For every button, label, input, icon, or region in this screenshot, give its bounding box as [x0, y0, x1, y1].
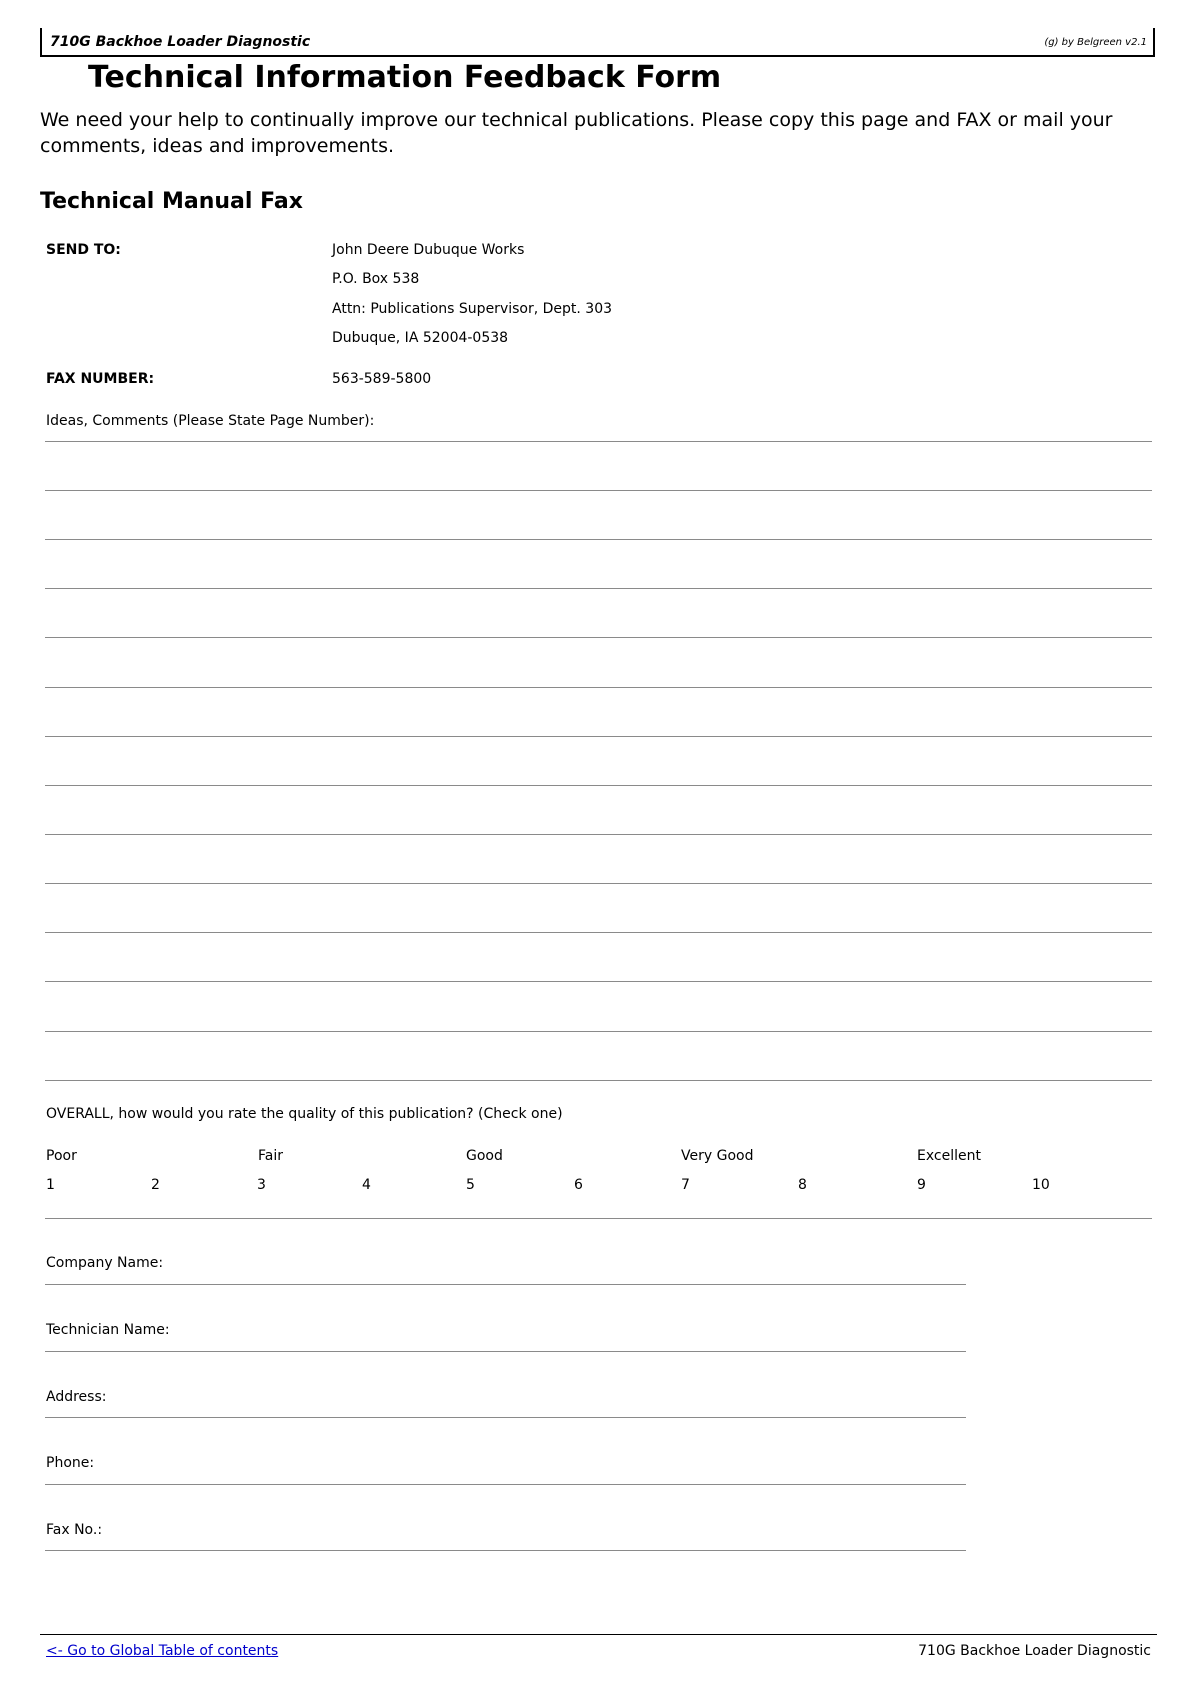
comment-line[interactable]	[45, 1031, 1152, 1032]
rating-label-poor: Poor	[46, 1148, 77, 1164]
technician-name-label: Technician Name:	[46, 1322, 170, 1338]
company-name-field[interactable]	[45, 1284, 966, 1285]
fax-no-label: Fax No.:	[46, 1522, 103, 1538]
rating-option-2[interactable]: 2	[151, 1177, 160, 1193]
comment-line[interactable]	[45, 1080, 1152, 1081]
company-name-label: Company Name:	[46, 1255, 164, 1271]
intro-text: We need your help to continually improve our technical publications. Please copy this page and FAX or mail your comments, ideas and improvements.	[40, 109, 1113, 157]
rating-option-8[interactable]: 8	[798, 1177, 807, 1193]
fax-number-label: FAX NUMBER:	[46, 371, 155, 387]
comment-line[interactable]	[45, 687, 1152, 688]
send-to-line: Dubuque, IA 52004-0538	[332, 330, 509, 346]
comment-line[interactable]	[45, 637, 1152, 638]
fax-number-value: 563-589-5800	[332, 371, 432, 387]
rating-option-7[interactable]: 7	[681, 1177, 690, 1193]
rating-label-good: Good	[466, 1148, 503, 1164]
rating-option-1[interactable]: 1	[46, 1177, 55, 1193]
comment-line[interactable]	[45, 539, 1152, 540]
address-field[interactable]	[45, 1417, 966, 1418]
send-to-line: Attn: Publications Supervisor, Dept. 303	[332, 301, 613, 317]
comment-line[interactable]	[45, 441, 1152, 442]
rating-option-5[interactable]: 5	[466, 1177, 475, 1193]
fax-no-field[interactable]	[45, 1550, 966, 1551]
rating-label-fair: Fair	[258, 1148, 283, 1164]
rating-label-very-good: Very Good	[681, 1148, 754, 1164]
comment-line[interactable]	[45, 490, 1152, 491]
phone-field[interactable]	[45, 1484, 966, 1485]
send-to-label: SEND TO:	[46, 242, 121, 258]
footer-divider	[40, 1634, 1157, 1635]
page-title: Technical Information Feedback Form	[88, 60, 722, 95]
comment-line[interactable]	[45, 981, 1152, 982]
send-to-line: P.O. Box 538	[332, 271, 420, 287]
rating-option-10[interactable]: 10	[1032, 1177, 1050, 1193]
rating-option-9[interactable]: 9	[917, 1177, 926, 1193]
technician-name-field[interactable]	[45, 1351, 966, 1352]
header-title: 710G Backhoe Loader Diagnostic	[50, 34, 311, 50]
comment-line[interactable]	[45, 736, 1152, 737]
rating-option-6[interactable]: 6	[574, 1177, 583, 1193]
rating-option-3[interactable]: 3	[257, 1177, 266, 1193]
comment-line[interactable]	[45, 883, 1152, 884]
address-label: Address:	[46, 1389, 107, 1405]
comment-line[interactable]	[45, 932, 1152, 933]
send-to-line: John Deere Dubuque Works	[332, 242, 525, 258]
footer-title: 710G Backhoe Loader Diagnostic	[918, 1643, 1151, 1659]
phone-label: Phone:	[46, 1455, 95, 1471]
section-heading: Technical Manual Fax	[40, 189, 303, 214]
comments-label: Ideas, Comments (Please State Page Number):	[46, 413, 375, 429]
rating-label-excellent: Excellent	[917, 1148, 981, 1164]
rating-question: OVERALL, how would you rate the quality of this publication? (Check one)	[46, 1106, 563, 1122]
comment-line[interactable]	[45, 785, 1152, 786]
comment-line[interactable]	[45, 834, 1152, 835]
comment-line[interactable]	[45, 588, 1152, 589]
header-version: (g) by Belgreen v2.1	[1044, 37, 1147, 48]
rating-divider	[45, 1218, 1152, 1219]
page-header	[40, 28, 1155, 57]
rating-option-4[interactable]: 4	[362, 1177, 371, 1193]
global-toc-link[interactable]: <- Go to Global Table of contents	[46, 1643, 279, 1659]
